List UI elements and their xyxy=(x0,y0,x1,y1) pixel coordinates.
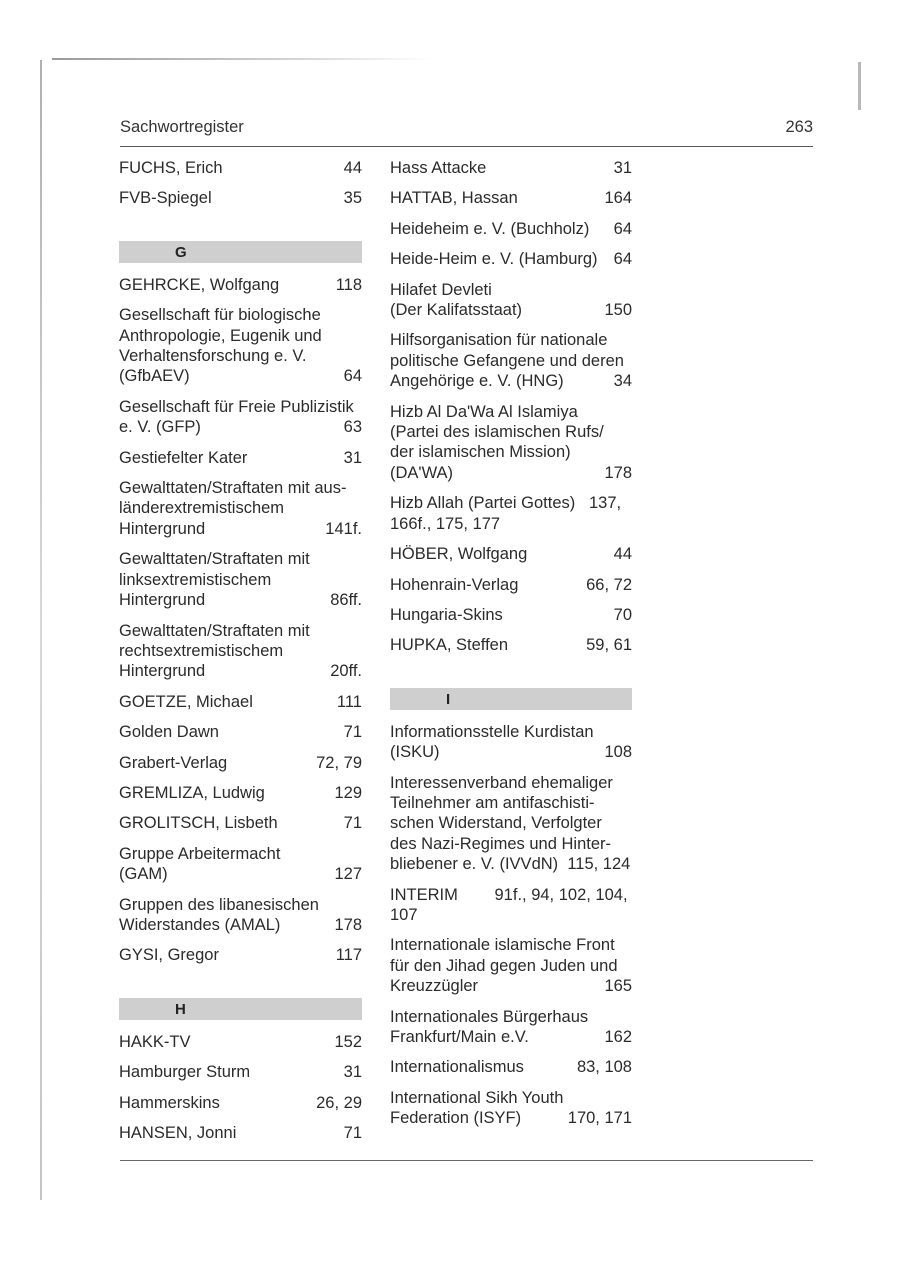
entry-page-ref: 35 xyxy=(343,189,362,208)
entry-line: GREMLIZA, Ludwig xyxy=(119,783,265,802)
entry-line: des Nazi-Regimes und Hinter- xyxy=(390,834,612,853)
entry-term xyxy=(119,1123,362,1143)
footer-rule xyxy=(120,1160,813,1161)
entry-page-ref: 165 xyxy=(604,977,632,996)
index-entry xyxy=(119,1062,362,1082)
entry-line: Gewalttaten/Straftaten mit xyxy=(119,621,310,640)
entry-page-ref: 152 xyxy=(334,1032,362,1051)
entry-page-ref: 150 xyxy=(604,301,632,320)
entry-term xyxy=(390,493,632,534)
index-entry xyxy=(119,275,362,295)
index-entry xyxy=(390,158,632,178)
entries-h-right xyxy=(390,158,632,656)
entry-page-ref: 34 xyxy=(613,372,632,391)
entry-line: Kreuzzügler xyxy=(390,977,479,996)
entries-i xyxy=(390,722,632,1129)
index-entry xyxy=(390,935,632,996)
index-entry xyxy=(119,188,362,208)
index-entry xyxy=(390,280,632,321)
section-letter: I xyxy=(446,690,451,708)
entry-page-ref: 162 xyxy=(604,1028,632,1046)
entry-term xyxy=(390,1007,632,1048)
entry-line: FVB-Spiegel xyxy=(119,189,212,208)
index-entry xyxy=(119,783,362,803)
entry-term xyxy=(390,402,632,484)
entry-term xyxy=(119,305,362,387)
scan-edge-left xyxy=(40,60,42,1200)
scan-edge-right xyxy=(858,62,861,110)
entry-line: (Partei des islamischen Rufs/ xyxy=(390,423,604,442)
entry-line: Heide-Heim e. V. (Hamburg) xyxy=(390,250,598,269)
entry-term xyxy=(390,188,632,208)
entry-page-ref: 72, 79 xyxy=(316,753,362,772)
entry-line: Gewalttaten/Straftaten mit xyxy=(119,550,310,569)
entry-line: Hintergrund xyxy=(119,591,206,610)
entry-line: Informationsstelle Kurdistan xyxy=(390,722,594,741)
entry-page-ref: 70 xyxy=(613,605,632,624)
index-entry xyxy=(119,478,362,539)
entries-f xyxy=(119,158,362,209)
entry-line: Hammerskins xyxy=(119,1093,220,1112)
entry-line: HATTAB, Hassan xyxy=(390,189,518,208)
entry-term xyxy=(390,773,632,875)
entry-page-ref: 164 xyxy=(604,189,632,208)
running-title: Sachwortregister xyxy=(120,118,244,136)
index-entry xyxy=(119,397,362,438)
entry-page-ref: 71 xyxy=(343,814,362,833)
index-entry xyxy=(390,575,632,595)
section-header-i xyxy=(390,688,632,710)
entry-page-ref: 71 xyxy=(343,1124,362,1142)
entry-line: für den Jihad gegen Juden und xyxy=(390,956,618,975)
entry-page-ref: 127 xyxy=(334,865,362,884)
entry-line: Hilafet Devleti xyxy=(390,280,492,299)
index-entry xyxy=(119,813,362,833)
page-number: 263 xyxy=(785,118,813,136)
entry-page-ref: 64 xyxy=(343,367,362,386)
entry-term xyxy=(119,1032,362,1052)
entry-line: Anthropologie, Eugenik und xyxy=(119,326,322,345)
entry-page-ref: 31 xyxy=(343,1063,362,1082)
index-column-left xyxy=(119,158,362,1153)
entry-line: Widerstandes (AMAL) xyxy=(119,915,281,934)
entry-line: Gestiefelter Kater xyxy=(119,448,248,467)
entry-line: Hungaria-Skins xyxy=(390,605,503,624)
entry-page-ref: 141f. xyxy=(325,519,362,538)
entry-page-ref: 44 xyxy=(343,159,362,177)
entry-term xyxy=(119,722,362,742)
entry-term xyxy=(390,605,632,625)
entry-page-ref: 66, 72 xyxy=(586,575,632,594)
entry-term xyxy=(119,621,362,682)
index-entry xyxy=(390,1057,632,1077)
entry-line: Federation (ISYF) xyxy=(390,1109,522,1128)
scan-edge-top xyxy=(52,58,432,60)
entry-page-ref: 44 xyxy=(613,545,632,564)
entry-line: länderextremistischem xyxy=(119,499,285,518)
entry-term xyxy=(390,885,632,926)
entry-line: (GAM) xyxy=(119,865,168,884)
entry-line: Hintergrund xyxy=(119,662,206,681)
entry-line: Gesellschaft für biologische xyxy=(119,306,321,325)
entry-line: Hintergrund xyxy=(119,519,206,538)
page-header xyxy=(120,118,813,147)
entry-line: Hilfsorganisation für nationale xyxy=(390,331,608,350)
entry-page-ref: 178 xyxy=(604,463,632,482)
entry-term xyxy=(390,219,632,239)
entry-page-ref: 64 xyxy=(613,219,632,238)
entry-term xyxy=(119,783,362,803)
entry-term xyxy=(119,813,362,833)
entry-page-ref: 20ff. xyxy=(330,662,362,681)
entry-term xyxy=(119,188,362,208)
entry-term xyxy=(119,692,362,712)
entry-page-ref: 170, 171 xyxy=(567,1109,632,1128)
entry-line: der islamischen Mission) xyxy=(390,443,571,462)
section-letter: G xyxy=(175,243,187,261)
entry-page-ref: 63 xyxy=(343,418,362,437)
entry-term xyxy=(119,844,362,885)
index-entry xyxy=(119,692,362,712)
entry-line: 166f., 175, 177 xyxy=(390,514,501,533)
entry-term xyxy=(390,280,632,321)
entry-line: Hizb Al Da'Wa Al Islamiya xyxy=(390,402,578,421)
entry-line: International Sikh Youth xyxy=(390,1088,564,1107)
index-entry xyxy=(390,402,632,484)
entry-line: HAKK-TV xyxy=(119,1032,191,1051)
index-entry xyxy=(119,1123,362,1143)
index-entry xyxy=(390,1007,632,1048)
entry-line: schen Widerstand, Verfolgter xyxy=(390,814,602,833)
index-entry xyxy=(119,448,362,468)
index-entry xyxy=(119,844,362,885)
entry-line: (DA'WA) xyxy=(390,463,454,482)
entry-term xyxy=(119,158,362,178)
entry-line: INTERIM 91f., 94, 102, 104, xyxy=(390,885,628,904)
entry-page-ref: 86ff. xyxy=(330,591,362,610)
section-letter: H xyxy=(175,1000,186,1018)
entry-line: FUCHS, Erich xyxy=(119,159,223,177)
index-entry xyxy=(119,753,362,773)
index-entry xyxy=(390,249,632,269)
index-entry xyxy=(119,895,362,936)
entry-page-ref: 64 xyxy=(613,250,632,269)
entry-term xyxy=(119,448,362,468)
index-entry xyxy=(119,621,362,682)
index-entry xyxy=(119,305,362,387)
entry-term xyxy=(119,895,362,936)
entry-line: 107 xyxy=(390,905,418,924)
entry-page-ref: 71 xyxy=(343,723,362,742)
entry-line: Angehörige e. V. (HNG) xyxy=(390,372,564,391)
entry-line: Internationale islamische Front xyxy=(390,936,615,955)
entry-page-ref: 117 xyxy=(335,946,362,965)
entry-line: Heideheim e. V. (Buchholz) xyxy=(390,219,590,238)
entry-line: rechtsextremistischem xyxy=(119,641,284,660)
entries-h-left xyxy=(119,1032,362,1144)
section-header-g xyxy=(119,241,362,263)
entry-term xyxy=(390,249,632,269)
entry-page-ref: 59, 61 xyxy=(586,636,632,655)
index-entry xyxy=(119,549,362,610)
entry-line: GROLITSCH, Lisbeth xyxy=(119,814,278,833)
entry-page-ref: 108 xyxy=(604,743,632,762)
index-entry xyxy=(390,635,632,655)
index-entry xyxy=(119,1093,362,1113)
section-header-h xyxy=(119,998,362,1020)
entry-page-ref: 178 xyxy=(334,915,362,934)
entry-term xyxy=(390,544,632,564)
entry-line: GYSI, Gregor xyxy=(119,946,219,965)
index-entry xyxy=(390,188,632,208)
entry-term xyxy=(390,722,632,763)
index-entry xyxy=(390,722,632,763)
entry-term xyxy=(390,158,632,178)
entry-line: politische Gefangene und deren xyxy=(390,351,624,370)
entry-term xyxy=(119,945,362,965)
entry-line: linksextremistischem xyxy=(119,570,272,589)
entry-line: (GfbAEV) xyxy=(119,367,190,386)
entry-line: Hamburger Sturm xyxy=(119,1063,251,1082)
entry-line: (Der Kalifatsstaat) xyxy=(390,301,523,320)
index-entry xyxy=(390,885,632,926)
entry-page-ref: 118 xyxy=(335,275,362,294)
entry-line: (ISKU) xyxy=(390,743,440,762)
index-column-right xyxy=(390,158,632,1139)
entry-line: Gesellschaft für Freie Publizistik xyxy=(119,397,354,416)
index-entry xyxy=(390,493,632,534)
index-entry xyxy=(119,158,362,178)
entries-g xyxy=(119,275,362,966)
entry-line: e. V. (GFP) xyxy=(119,418,201,437)
entry-line: Verhaltensforschung e. V. xyxy=(119,347,307,366)
index-entry xyxy=(390,605,632,625)
entry-term xyxy=(119,549,362,610)
entry-line: Internationalismus xyxy=(390,1058,524,1077)
entry-line: GEHRCKE, Wolfgang xyxy=(119,275,280,294)
entry-page-ref: 129 xyxy=(334,783,362,802)
entry-line: HUPKA, Steffen xyxy=(390,636,509,655)
entry-page-ref: 111 xyxy=(336,692,362,711)
entry-line: HÖBER, Wolfgang xyxy=(390,545,528,564)
entry-line: Hizb Allah (Partei Gottes) 137, xyxy=(390,494,622,513)
index-entry xyxy=(390,330,632,391)
entry-line: Hass Attacke xyxy=(390,159,487,177)
entry-term xyxy=(390,935,632,996)
index-entry xyxy=(390,219,632,239)
entry-line: Internationales Bürgerhaus xyxy=(390,1007,589,1026)
entry-term xyxy=(119,275,362,295)
entry-page-ref: 26, 29 xyxy=(316,1093,362,1112)
index-entry xyxy=(390,773,632,875)
index-entry xyxy=(390,544,632,564)
entry-page-ref: 83, 108 xyxy=(576,1058,632,1077)
entry-line: Frankfurt/Main e.V. xyxy=(390,1028,529,1046)
index-entry xyxy=(119,722,362,742)
entry-line: Golden Dawn xyxy=(119,723,219,742)
entry-line: GOETZE, Michael xyxy=(119,692,253,711)
entry-page-ref: 31 xyxy=(613,159,632,177)
entry-line: HANSEN, Jonni xyxy=(119,1124,237,1142)
index-entry xyxy=(119,945,362,965)
entry-line: Gruppen des libanesischen xyxy=(119,895,319,914)
entry-term xyxy=(119,397,362,438)
entry-line: Gewalttaten/Straftaten mit aus- xyxy=(119,479,347,498)
entry-line: Gruppe Arbeitermacht xyxy=(119,844,281,863)
index-entry xyxy=(119,1032,362,1052)
index-entry xyxy=(390,1088,632,1129)
entry-line: Grabert-Verlag xyxy=(119,753,228,772)
entry-line: Teilnehmer am antifaschisti- xyxy=(390,793,595,812)
entry-line: Interessenverband ehemaliger xyxy=(390,773,613,792)
entry-line: bliebener e. V. (IVVdN) 115, 124 xyxy=(390,855,631,874)
entry-page-ref: 31 xyxy=(343,448,362,467)
entry-line: Hohenrain-Verlag xyxy=(390,575,519,594)
entry-term xyxy=(119,1062,362,1082)
entry-term xyxy=(390,330,632,391)
